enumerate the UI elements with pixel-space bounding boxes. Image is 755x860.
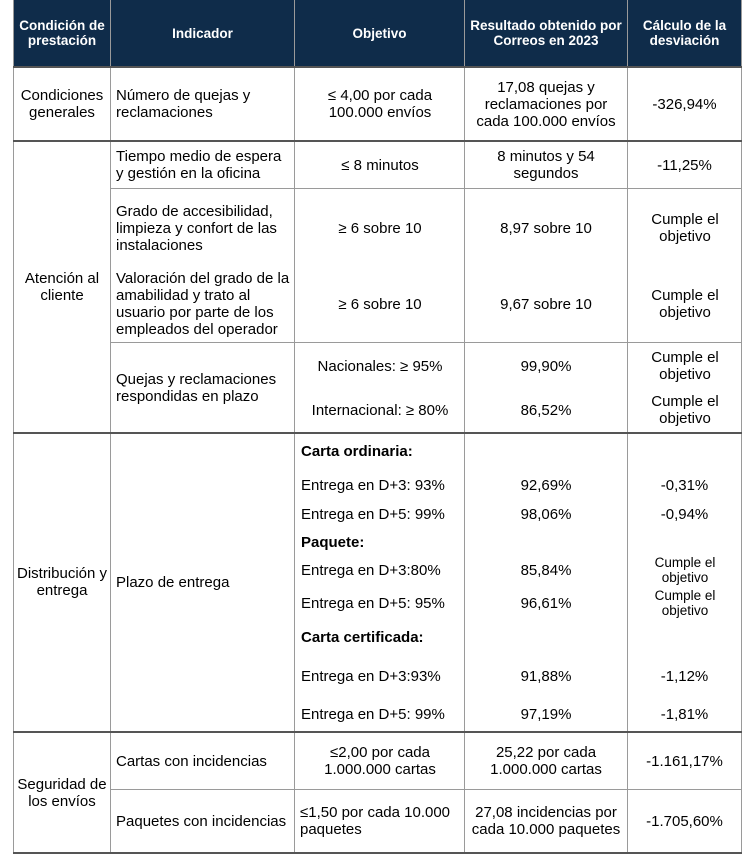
pq-d5-resultado: 96,61% (520, 594, 572, 612)
paquetes-objetivo: ≤1,50 por cada 10.000 paquetes (300, 804, 451, 838)
pq-d3-desviacion: Cumple el objetivo (654, 555, 716, 585)
quejas-nacionales-desviacion: Cumple el objetivo (651, 349, 719, 383)
amabilidad-objetivo: ≥ 6 sobre 10 (338, 295, 422, 313)
grid-line (464, 0, 465, 854)
quejas-nacionales-objetivo: Nacionales: ≥ 95% (317, 357, 443, 375)
grid-line (627, 0, 628, 854)
co-d5-desviacion: -0,94% (660, 505, 709, 523)
espera-indicador: Tiempo medio de espera y gestión en la oficina (116, 148, 282, 182)
cartas-indicador: Cartas con incidencias (116, 752, 267, 770)
cc-d3-resultado: 91,88% (520, 667, 572, 685)
cc-d5-resultado: 97,19% (520, 705, 572, 723)
quejas-indicador: Quejas y reclamaciones respondidas en plazo (116, 371, 277, 405)
grid-line (294, 0, 295, 854)
co-d5-objetivo: Entrega en D+5: 99% (301, 505, 445, 523)
pq-d3-objetivo: Entrega en D+3:80% (301, 561, 441, 579)
cond-generales-indicador: Número de quejas y reclamaciones (116, 87, 251, 121)
atencion-condicion: Atención al cliente (24, 270, 100, 304)
cond-generales-objetivo: ≤ 4,00 por cada 100.000 envíos (327, 87, 433, 121)
quejas-internacional-desviacion: Cumple el objetivo (651, 393, 719, 427)
row-divider (110, 789, 742, 790)
paquetes-desviacion: -1.705,60% (646, 812, 723, 830)
grid-line (13, 0, 14, 854)
paquetes-resultado: 27,08 incidencias por cada 10.000 paquetes (471, 804, 621, 838)
header-calculo: Cálculo de la desviación (628, 0, 741, 66)
pq-d5-desviacion: Cumple el objetivo (654, 588, 716, 618)
co-d3-objetivo: Entrega en D+3: 93% (301, 476, 445, 494)
quejas-internacional-resultado: 86,52% (520, 401, 572, 419)
amabilidad-desviacion: Cumple el objetivo (651, 287, 719, 321)
section-divider (13, 432, 742, 434)
cc-d3-desviacion: -1,12% (660, 667, 709, 685)
carta-certificada-label: Carta certificada: (301, 628, 424, 646)
cartas-resultado: 25,22 por cada 1.000.000 cartas (490, 744, 602, 778)
amabilidad-indicador: Valoración del grado de la amabilidad y trato al usuario por parte de los empleados del operador (116, 270, 290, 338)
section-divider (13, 731, 742, 733)
accesibilidad-desviacion: Cumple el objetivo (651, 211, 719, 245)
quejas-nacionales-resultado: 99,90% (520, 357, 572, 375)
header-resultado: Resultado obtenido por Correos en 2023 (465, 0, 627, 66)
amabilidad-resultado: 9,67 sobre 10 (500, 295, 592, 313)
paquetes-indicador: Paquetes con incidencias (116, 812, 287, 830)
espera-desviacion: -11,25% (657, 156, 712, 174)
cond-generales-desviacion: -326,94% (652, 95, 717, 113)
cc-d5-desviacion: -1,81% (660, 705, 709, 723)
grid-line (110, 0, 111, 854)
carta-ordinaria-label: Carta ordinaria: (301, 442, 413, 460)
seguridad-condicion: Seguridad de los envíos (17, 776, 107, 810)
accesibilidad-resultado: 8,97 sobre 10 (500, 219, 592, 237)
paquete-label: Paquete: (301, 533, 365, 551)
co-d5-resultado: 98,06% (520, 505, 572, 523)
accesibilidad-objetivo: ≥ 6 sobre 10 (338, 219, 422, 237)
espera-resultado: 8 minutos y 54 segundos (497, 148, 595, 182)
header-condicion: Condición de prestación (14, 0, 110, 66)
cc-d5-objetivo: Entrega en D+5: 99% (301, 705, 445, 723)
section-divider (13, 852, 742, 854)
cartas-objetivo: ≤2,00 por cada 1.000.000 cartas (324, 744, 436, 778)
cond-generales-condicion: Condiciones generales (20, 87, 104, 121)
grid-line (741, 0, 742, 854)
row-divider (110, 188, 742, 189)
header-objetivo: Objetivo (295, 0, 464, 66)
cc-d3-objetivo: Entrega en D+3:93% (301, 667, 441, 685)
quejas-internacional-objetivo: Internacional: ≥ 80% (311, 401, 449, 419)
pq-d3-resultado: 85,84% (520, 561, 572, 579)
espera-objetivo: ≤ 8 minutos (341, 156, 419, 174)
co-d3-desviacion: -0,31% (660, 476, 709, 494)
header-indicador: Indicador (111, 0, 294, 66)
accesibilidad-indicador: Grado de accesibilidad, limpieza y confort de las instalaciones (116, 202, 277, 254)
distribucion-condicion: Distribución y entrega (16, 565, 108, 599)
cartas-desviacion: -1.161,17% (646, 752, 723, 770)
section-divider (13, 140, 742, 142)
co-d3-resultado: 92,69% (520, 476, 572, 494)
section-divider (13, 66, 742, 68)
cond-generales-resultado: 17,08 quejas y reclamaciones por cada 100.000 envíos (476, 78, 616, 130)
pq-d5-objetivo: Entrega en D+5: 95% (301, 594, 445, 612)
row-divider (110, 342, 742, 343)
plazo-indicador: Plazo de entrega (116, 573, 230, 591)
